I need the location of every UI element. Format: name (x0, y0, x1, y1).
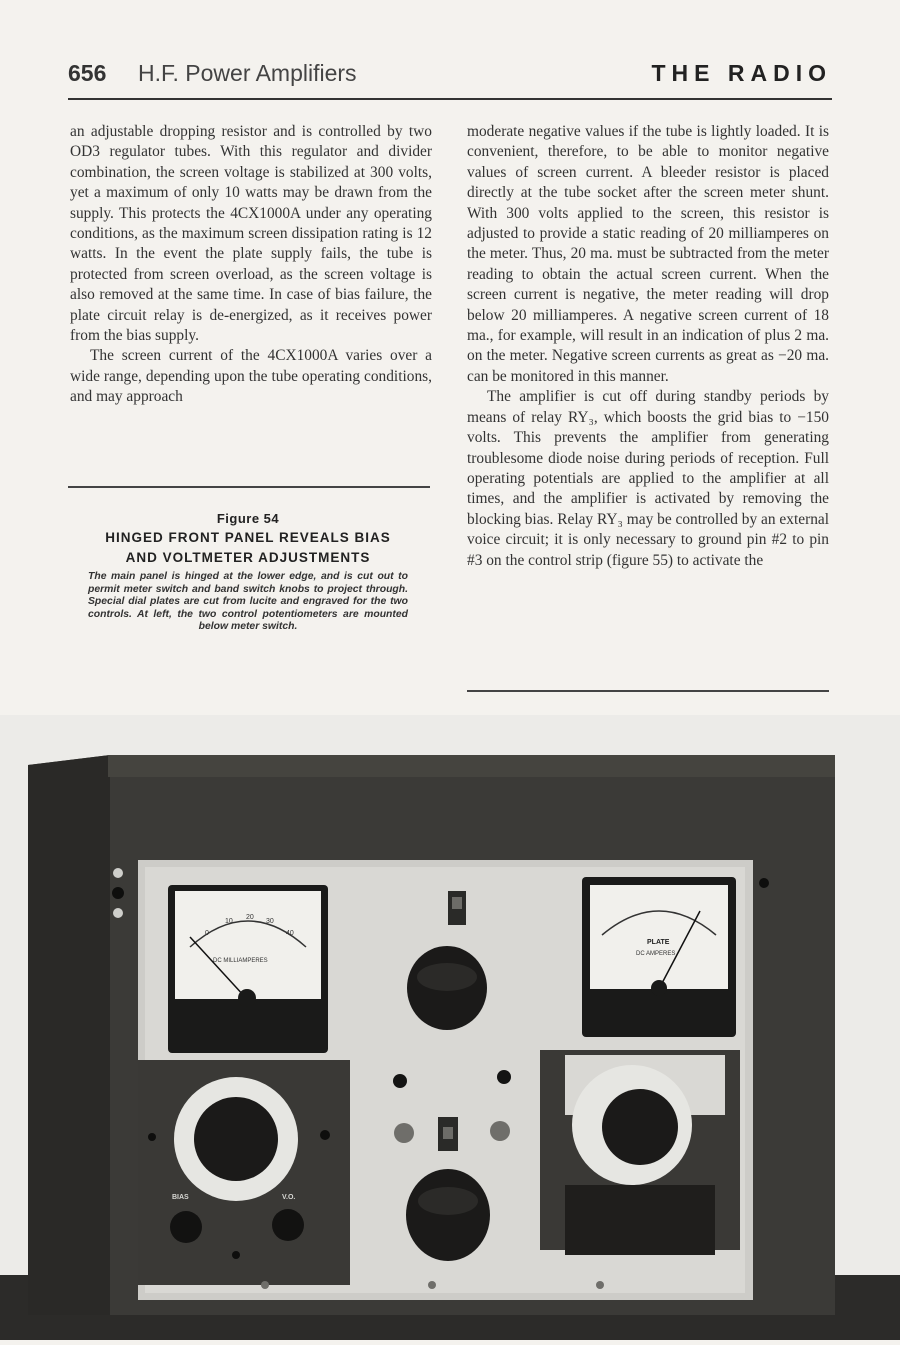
pilot-lamp-icon (393, 1074, 407, 1088)
screw-icon (759, 878, 769, 888)
cabinet-side (28, 755, 110, 1315)
left-meter-tick-label: 30 (266, 918, 274, 925)
bias-pot-label: BIAS (172, 1194, 189, 1201)
page-number: 656 (68, 60, 107, 86)
caption-top-rule (68, 486, 430, 488)
amplifier-photo (0, 715, 900, 1340)
pilot-lamp-icon (497, 1070, 511, 1084)
shadow-cutout (565, 1185, 715, 1255)
left-meter-label: DC MILLIAMPERES (213, 958, 268, 964)
left-meter-tick-label: 20 (246, 914, 254, 921)
toggle-lever (452, 897, 462, 909)
left-column (70, 122, 432, 408)
right-meter-label: PLATE (647, 939, 670, 946)
screw-icon (232, 1251, 240, 1259)
figure-caption (88, 510, 408, 634)
figure-description: The main panel is hinged at the lower edge, and is cut out to permit meter switch and band switch knobs to project through. Special dial plates are cut from lucite and engraved for the two controls. At left, the two control potentiometers are mounted below meter switch. (88, 571, 408, 632)
left-paragraph-2: The screen current of the 4CX1000A varies over a wide range, depending upon the tube operating conditions, and may approach (70, 347, 432, 406)
bias-control-knob (194, 1097, 278, 1181)
cabinet-top-edge (108, 755, 835, 777)
screw-icon (320, 1130, 330, 1140)
column-end-rule (467, 690, 829, 692)
left-meter-tick-label: 40 (286, 930, 294, 937)
left-meter-pivot (238, 989, 256, 1007)
bias-potentiometer-knob (170, 1211, 202, 1243)
vo-pot-label: V.O. (282, 1194, 296, 1201)
page-header (68, 58, 832, 98)
header-rule (68, 98, 832, 100)
screw-icon (148, 1133, 156, 1141)
screw-icon (261, 1281, 269, 1289)
vo-potentiometer-knob (272, 1209, 304, 1241)
screw-icon (596, 1281, 604, 1289)
amplifier-illustration (0, 715, 900, 1340)
right-meter-face (590, 885, 728, 989)
right-meter-pivot (651, 980, 667, 996)
left-meter-tick-label: 10 (225, 918, 233, 925)
right-paragraph-2: The amplifier is cut off during standby periods by means of relay RY₃, which boosts the grid bias to −150 volts. This prevents the amplifier from generating troublesome diode noise during periods of reception. Full operating potentials are applied to the amplifier at all times, and the amplifier is activated by removing the blocking bias. Relay RY₃ may be controlled by an external voice circuit; it is only necessary to ground pin #2 to pin #3 on the control strip (figure 55) to activate the (467, 388, 829, 569)
figure-title: HINGED FRONT PANEL REVEALS BIAS AND VOLTMETER ADJUSTMENTS (105, 530, 391, 565)
left-paragraph-1: an adjustable dropping resistor and is controlled by two OD3 regulator tubes. With this regulator and divider combination, the screen voltage is stabilized at 300 volts, yet a maximum of only 10 watts may be drawn from the supply. This protects the 4CX1000A under any operating conditions, as the maximum screen dissipation rating is 12 watts. In the event the plate supply fails, the tube is protected from screen overload, as the screen voltage is also removed at the same time. In case of bias failure, the plate circuit relay is de-energized, as it receives power from the bias supply. (70, 123, 432, 345)
plate-tuning-knob (602, 1089, 678, 1165)
right-paragraph-1: moderate negative values if the tube is lightly loaded. It is convenient, therefore, to be able to monitor negative values of screen current. A bleeder resistor is placed directly at the tube socket after the screen meter shunt. With 300 volts applied to the screen, this resistor is adjusted to provide a static reading of 20 milliamperes on the meter. Thus, 20 ma. must be subtracted from the meter reading to obtain the actual screen current. When the screen current is negative, the meter reading will drop below 20 milliamperes. A negative screen current of 18 ma., for example, will result in an indication of plus 2 ma. on the meter. Negative screen currents as great as −20 ma. can be monitored in this manner. (467, 123, 829, 385)
knob-highlight (417, 963, 477, 991)
screw-icon (112, 887, 124, 899)
screw-icon (113, 868, 123, 878)
left-meter-tick-label: 0 (205, 930, 209, 937)
right-meter-sublabel: DC AMPERES (636, 951, 676, 957)
toggle-switch-icon (394, 1123, 414, 1143)
toggle-switch-icon (490, 1121, 510, 1141)
right-column (467, 122, 829, 571)
screw-icon (113, 908, 123, 918)
screw-icon (428, 1281, 436, 1289)
running-title: H.F. Power Amplifiers (138, 60, 357, 86)
figure-label: Figure 54 (216, 511, 280, 526)
knob-highlight (418, 1187, 478, 1215)
journal-title: THE RADIO (651, 60, 832, 86)
toggle-lever (443, 1127, 453, 1139)
